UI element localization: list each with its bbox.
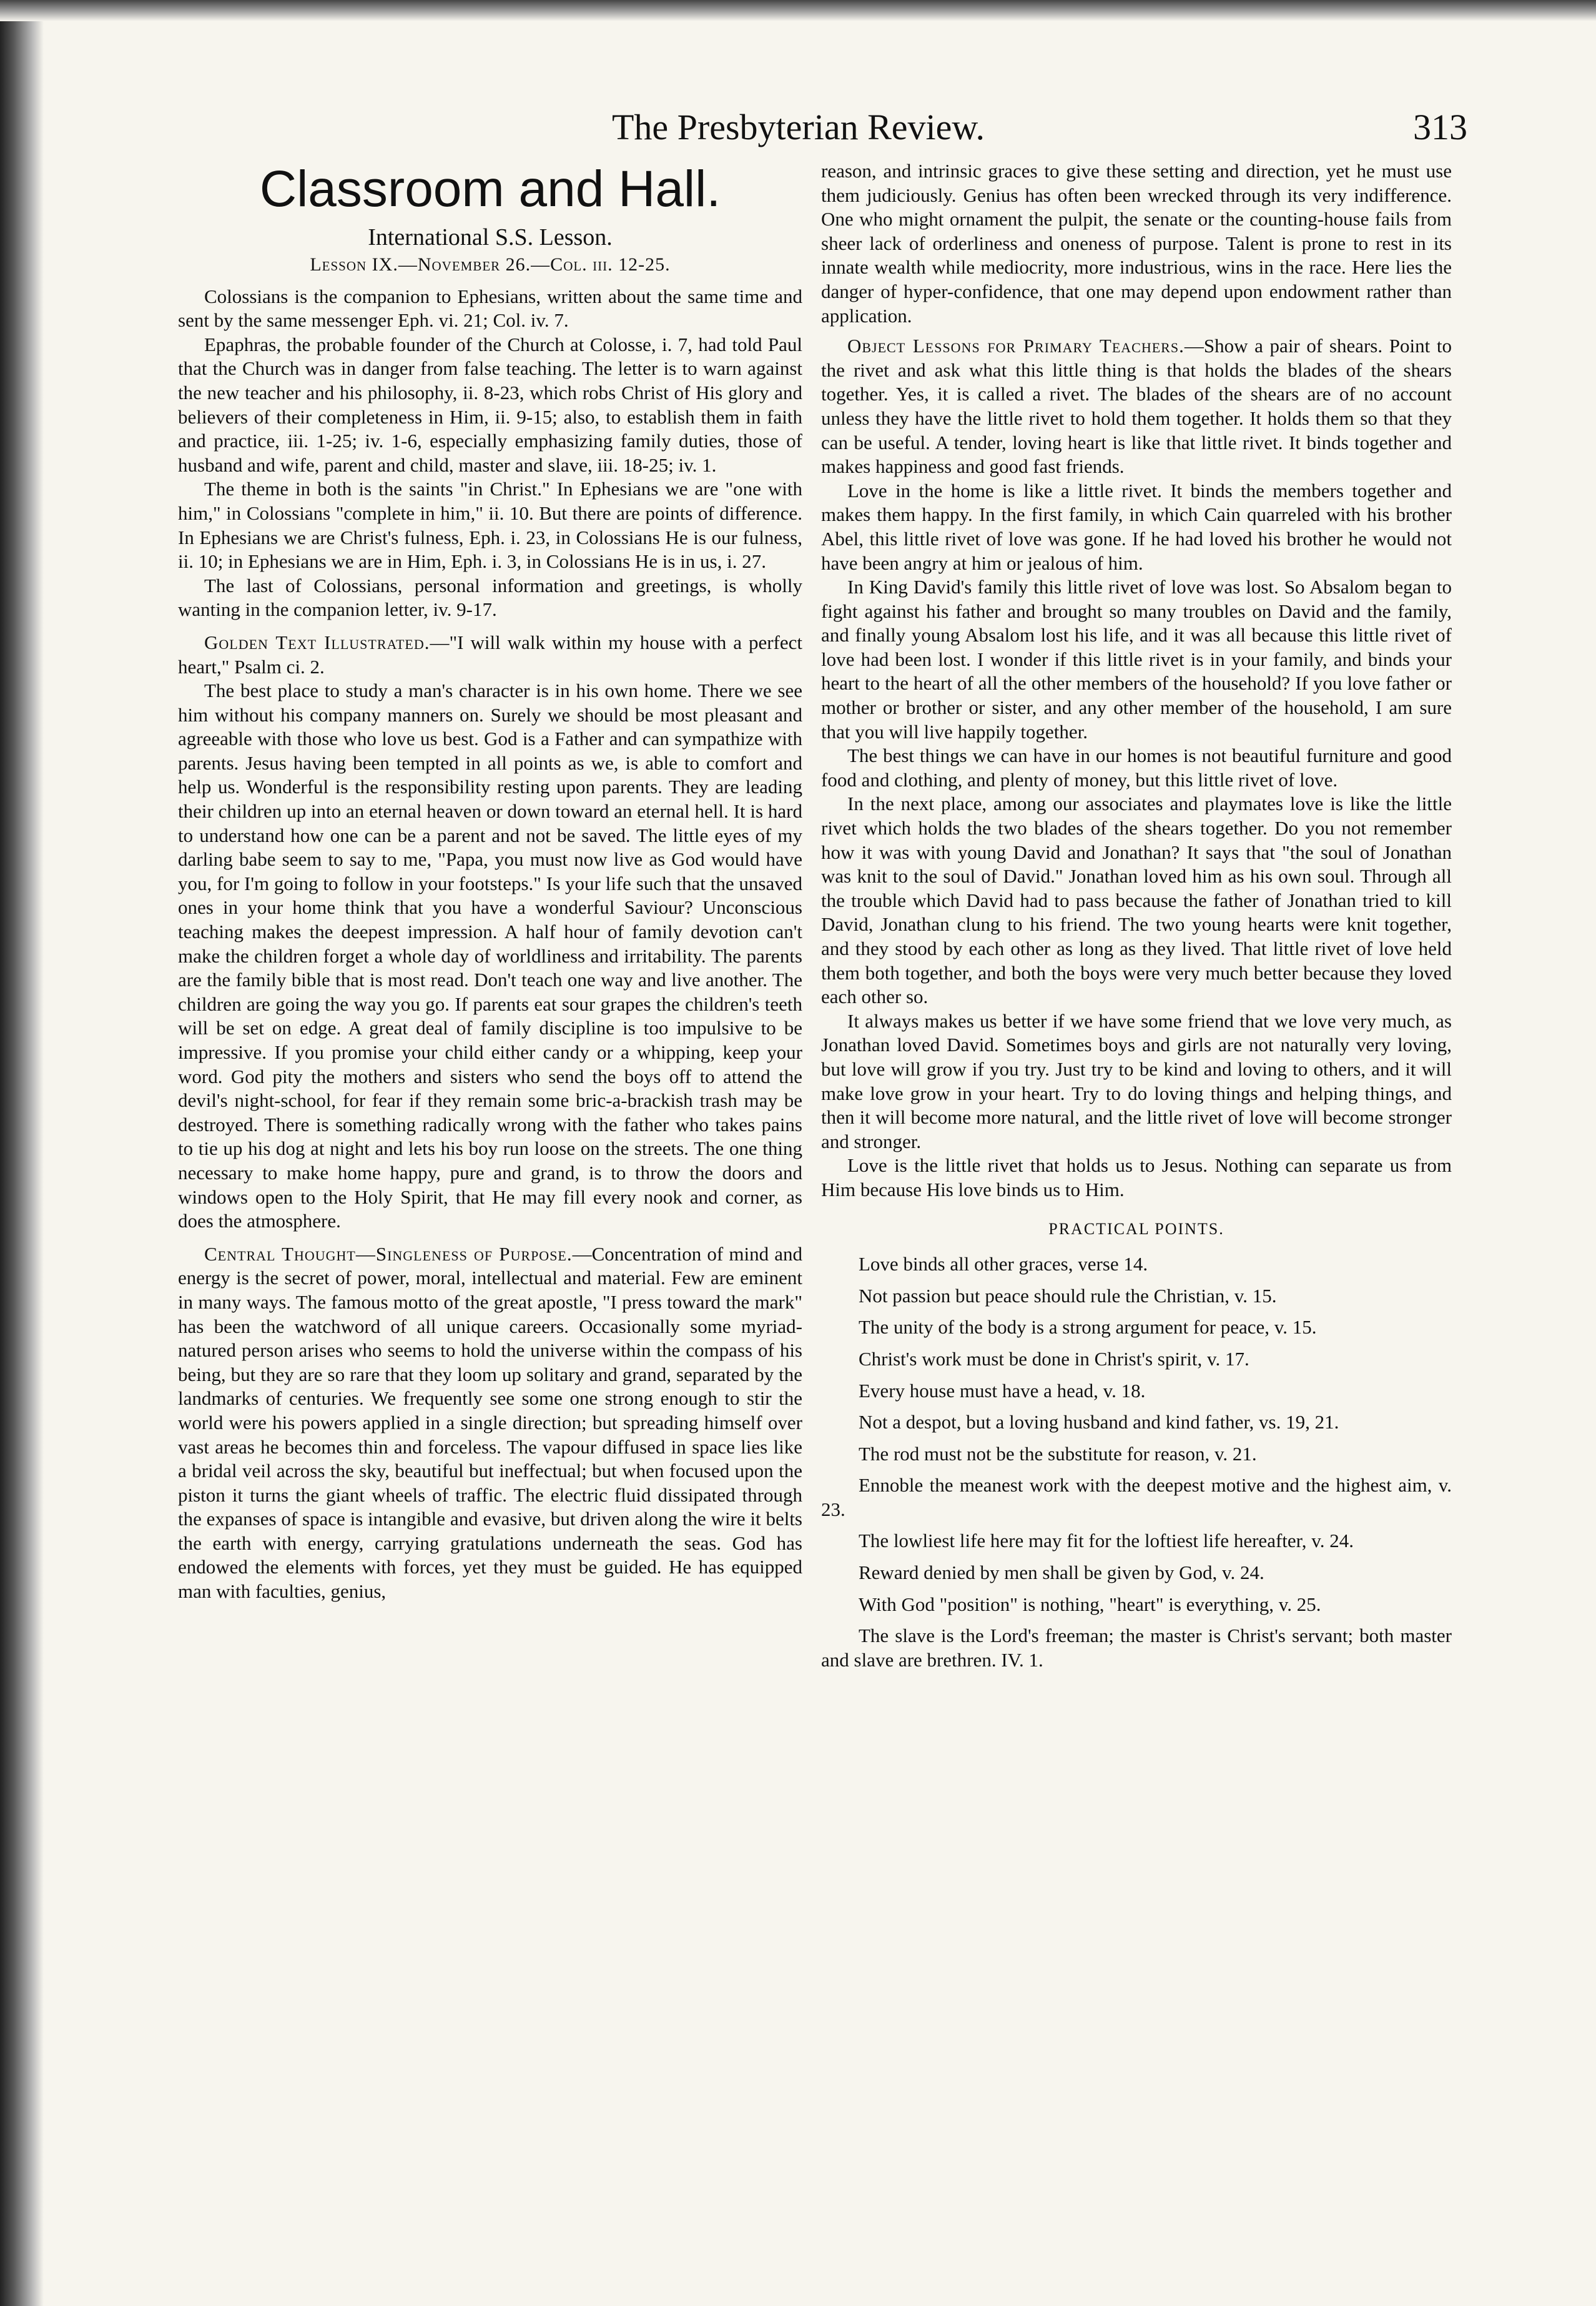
practical-point: Not a despot, but a loving husband and kind father, vs. 19, 21.	[859, 1411, 1339, 1433]
central-thought-label: Central Thought—Singleness of Purpose.	[204, 1242, 573, 1265]
practical-point: With God "position" is nothing, "heart" is everything, v. 25.	[859, 1593, 1321, 1615]
object-lessons-label: Object Lessons for Primary Teachers.	[847, 335, 1185, 357]
body-paragraph: The best things we can have in our homes is not beautiful furniture and good food and clothing, and plenty of money, but this little rivet of love.	[821, 745, 1452, 791]
body-paragraph: In the next place, among our associates and playmates love is like the little rivet which holds the two blades of the shears together. Do you not remember how it was with young David and Jonathan? It says that "the soul of Jonathan was knit to the soul of David." Jonathan loved him as his own soul. Through all the trouble which David had to pass because the father of Jonathan tried to kill David, Jonathan clung to his friend. The two young hearts were knit together, and they stood by each other as long as they lived. That little rivet of love held them both together, and both the boys were very much better because they loved each other so.	[821, 793, 1452, 1008]
golden-text-body: —"I will walk within my house with a perfect heart," Psalm ci. 2.	[178, 631, 802, 678]
golden-text-commentary: The best place to study a man's character is in his own home. There we see him without his company manners on. Surely we should be most pleasant and agreeable with those who love us best. God is a Father and can sympathize with parents. Jesus having been tempted in all points as we, is able to comfort and help us. Wonderful is the responsibility resting upon parents. They are leading their children up into an eternal heaven or down toward an eternal hell. It is hard to understand how one can be a parent and not be saved. The little eyes of my darling babe seem to say to me, "Papa, you must now live as God would have you, for I'm going to follow in your footsteps." Is your life such that the unsaved ones in your home think that you have a wonderful Saviour? Unconscious teaching makes the deepest impression. A half hour of family devotion can't make the children forget a whole day of worldliness and irritability. The parents are the family bible that is most read. Don't teach one way and live another. The children are going the way you go. If parents eat sour grapes the children's teeth will be set on edge. A great deal of family discipline is too impulsive to be impressive. If you promise your child either candy or a whipping, keep your word. God pity the mothers and sisters who send the boys off to attend the devil's night-school, for fear if they remain some bric-a-brackish trash may be destroyed. There is something radically wrong with the father who takes pains to tie up his dog at night and lets his boy run loose on the streets. The one thing necessary to make home happy, pure and grand, is to throw the doors and windows open to the Holy Spirit, that He may fill every nook and corner, as does the atmosphere.	[178, 680, 802, 1232]
practical-point: Christ's work must be done in Christ's spirit, v. 17.	[859, 1347, 1249, 1370]
practical-point: The slave is the Lord's freeman; the master is Christ's servant; both master and slave are brethren. IV. 1.	[821, 1625, 1452, 1671]
scan-shadow-left	[0, 0, 44, 2306]
practical-point: Ennoble the meanest work with the deepest motive and the highest aim, v. 23.	[821, 1474, 1452, 1520]
body-paragraph: In King David's family this little rivet of love was lost. So Absalom began to fight against his father and brought so many troubles on David and the family, and finally young Absalom lost his life, and it was all because this little rivet of love had been lost. I wonder if this little rivet is in your family, and binds your heart to the heart of all the other members of the household? If you love father or mother or brother or sister, and any other member of the household, I am sure that you will live happily together.	[821, 576, 1452, 743]
golden-text-label: Golden Text Illustrated.	[204, 631, 430, 653]
practical-point: Love binds all other graces, verse 14.	[859, 1253, 1148, 1275]
intro-paragraph: Colossians is the companion to Ephesians, written about the same time and sent by the same messenger Eph. vi. 21; Col. iv. 7.	[178, 285, 802, 332]
intro-paragraph: Epaphras, the probable founder of the Church at Colosse, i. 7, had told Paul that the Church was in danger from false teaching. The letter is to warn against the new teacher and his philosophy, ii. 8-23, which robs Christ of His glory and believers of their completeness in Him, ii. 9-15; also, to establish them in faith and practice, iii. 1-25; iv. 1-6, especially emphasizing family duties, those of husband and wife, parent and child, master and slave, iii. 18-25; iv. 1.	[178, 333, 802, 476]
left-column	[178, 159, 802, 1604]
practical-point: Not passion but peace should rule the Christian, v. 15.	[859, 1284, 1277, 1307]
golden-text	[178, 631, 802, 679]
intro-paragraph: The last of Colossians, personal information and greetings, is wholly wanting in the companion letter, iv. 9-17.	[178, 574, 802, 621]
running-header	[612, 106, 1467, 162]
intro-paragraph: The theme in both is the saints "in Christ." In Ephesians we are "one with him," in Colossians "complete in him," ii. 10. But there are points of difference. In Ephesians we are Christ's fulness, Eph. i. 23, in Colossians He is our fulness, ii. 10; in Ephesians we are in Him, Eph. i. 3, in Colossians He is in us, i. 27.	[178, 478, 802, 573]
practical-points-heading: PRACTICAL POINTS.	[1048, 1219, 1224, 1238]
central-thought-continued: reason, and intrinsic graces to give these setting and direction, yet he must use them judiciously. Genius has often been wrecked through its very indifference. One who might ornament the pulpit, the senate or the counting-house fails from sheer lack of orderliness and oneness of purpose. Talent is prone to rest in its innate wealth while mediocrity, more industrious, wins in the race. Here lies the danger of hyper-confidence, that one may depend upon endowment rather than application.	[821, 160, 1452, 327]
right-column	[821, 159, 1452, 1680]
scan-shadow-top	[0, 0, 1596, 21]
lesson-subtitle: International S.S. Lesson.	[368, 224, 613, 250]
journal-title: The Presbyterian Review.	[612, 107, 985, 147]
object-lessons-body: —Show a pair of shears. Point to the rivet and ask what this little thing is that holds the blades of the shears together. Yes, it is called a rivet. The blades of the shears are of no account unless they have the little rivet to hold them together. It holds them so that they can be useful. A tender, loving heart is like that little rivet. It binds together and makes happiness and good fast friends.	[821, 335, 1452, 478]
practical-point: The unity of the body is a strong argument for peace, v. 15.	[859, 1316, 1317, 1339]
practical-point: The lowliest life here may fit for the loftiest life hereafter, v. 24.	[859, 1530, 1354, 1552]
object-lessons	[821, 334, 1452, 479]
central-thought-body: —Concentration of mind and energy is the secret of power, moral, intellectual and material. Few are eminent in many ways. The famous motto of the great apostle, "I press toward the mark" has been the watchword of all unique careers. Occasionally some myriad-natured person arises who seems to hold the universe within the compass of his being, but they are so rare that they loom up solitary and grand, separated by the landmarks of centuries. We frequently see some one strong enough to stir the world were his powers applied in a single direction; but spreading himself over vast areas he becomes thin and forceless. The vapour diffused in space lies like a bridal veil across the sky, beautiful but ineffectual; but when focused upon the piston it turns the giant wheels of traffic. The electric fluid dissipated through the expanses of space is intangible and evasive, but driven along the wire it belts the earth with energy, carrying gratulations underneath the seas. God has endowed the elements with forces, yet they must be guided. He has equipped man with faculties, genius,	[178, 1242, 802, 1603]
body-paragraph: Love is the little rivet that holds us to Jesus. Nothing can separate us from Him because His love binds us to Him.	[821, 1154, 1452, 1200]
practical-point: Every house must have a head, v. 18.	[859, 1379, 1146, 1402]
section-title: Classroom and Hall.	[259, 161, 721, 217]
lesson-reference: Lesson IX.—November 26.—Col. iii. 12-25.	[310, 254, 671, 275]
central-thought	[178, 1242, 802, 1604]
body-paragraph: It always makes us better if we have some friend that we love very much, as Jonathan loved David. Sometimes boys and girls are not naturally very loving, but love will grow if you try. Just try to be kind and loving to others, and it will make love grow in your heart. Try to do loving things and helping things, and then it will become more natural, and the little rivet of love will become stronger and stronger.	[821, 1009, 1452, 1152]
practical-point: The rod must not be the substitute for reason, v. 21.	[859, 1442, 1257, 1465]
page-number: 313	[1413, 107, 1467, 147]
practical-points-list	[821, 1252, 1452, 1672]
practical-point: Reward denied by men shall be given by God, v. 24.	[859, 1561, 1264, 1584]
body-paragraph: Love in the home is like a little rivet. It binds the members together and makes them happy. In the first family, in which Cain quarreled with his brother Abel, this little rivet of love was gone. If he had loved his brother he would not have been angry at him or jealous of him.	[821, 479, 1452, 574]
